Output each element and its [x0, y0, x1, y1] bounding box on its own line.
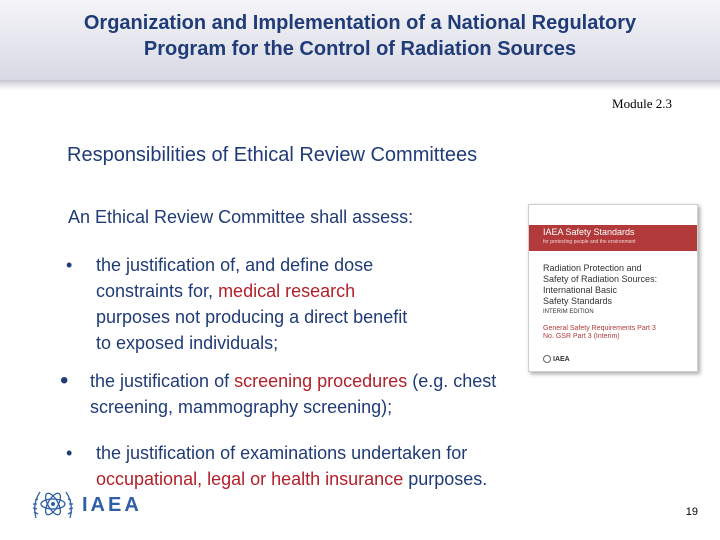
slide-title-line-2: Program for the Control of Radiation Sources	[143, 38, 577, 60]
bullet-line: the justification of	[90, 371, 235, 391]
bullet-line-end: (e.g. chest	[407, 371, 497, 391]
intro-text: An Ethical Review Committee shall assess:	[68, 207, 414, 227]
page-number: 19	[685, 506, 698, 518]
cover-title	[543, 263, 693, 307]
bullet-line: purposes not producing a direct benefit	[96, 307, 408, 327]
slide-title	[20, 10, 700, 62]
bullet-text	[96, 440, 626, 492]
cover-title-line: Safety of Radiation Sources:	[543, 274, 658, 284]
bullet-line: constraints for,	[96, 281, 219, 301]
highlight-screening-procedures: screening procedures	[234, 371, 408, 391]
cover-publisher	[543, 355, 570, 363]
bullet-text	[96, 252, 506, 356]
cover-series-line: General Safety Requirements Part 3	[543, 325, 656, 332]
bullet-marker: •	[66, 443, 73, 463]
cover-series-info	[543, 325, 693, 341]
cover-publisher-name: IAEA	[553, 355, 570, 363]
bullet-line: screening, mammography screening);	[90, 397, 393, 417]
cover-tagline: for protecting people and the environment	[543, 239, 636, 245]
cover-title-line: Safety Standards	[543, 296, 613, 306]
cover-title-line: Radiation Protection and	[543, 263, 642, 273]
module-label: Module 2.3	[612, 96, 672, 111]
bss-book-cover	[528, 204, 698, 372]
highlight-insurance: occupational, legal or health insurance	[96, 469, 404, 489]
cover-series-line: No. GSR Part 3 (Interim)	[543, 333, 620, 340]
bullet-line: the justification of, and define dose	[96, 255, 374, 275]
cover-edition: INTERIM EDITION	[543, 309, 594, 315]
bullet-marker: •	[60, 367, 69, 394]
bullet-text	[90, 368, 620, 420]
bullet-line: to exposed individuals;	[96, 333, 279, 353]
bullet-item-2	[60, 368, 620, 420]
bullet-item-1	[66, 252, 506, 356]
slide-title-line-1: Organization and Implementation of a National Regulatory	[83, 12, 637, 34]
highlight-medical-research: medical research	[218, 281, 356, 301]
cover-series-title: IAEA Safety Standards	[543, 227, 635, 237]
cover-title-line: International Basic	[543, 285, 618, 295]
header-shadow	[0, 80, 720, 90]
bullet-line: the justification of examinations undertaken for	[96, 443, 468, 463]
iaea-logo-text: IAEA	[82, 494, 142, 516]
cover-red-band	[529, 225, 697, 251]
bullet-line-end: purposes.	[403, 469, 488, 489]
section-heading: Responsibilities of Ethical Review Committees	[67, 144, 478, 166]
cover-logo-icon	[543, 355, 551, 363]
bullet-marker: •	[66, 255, 73, 275]
